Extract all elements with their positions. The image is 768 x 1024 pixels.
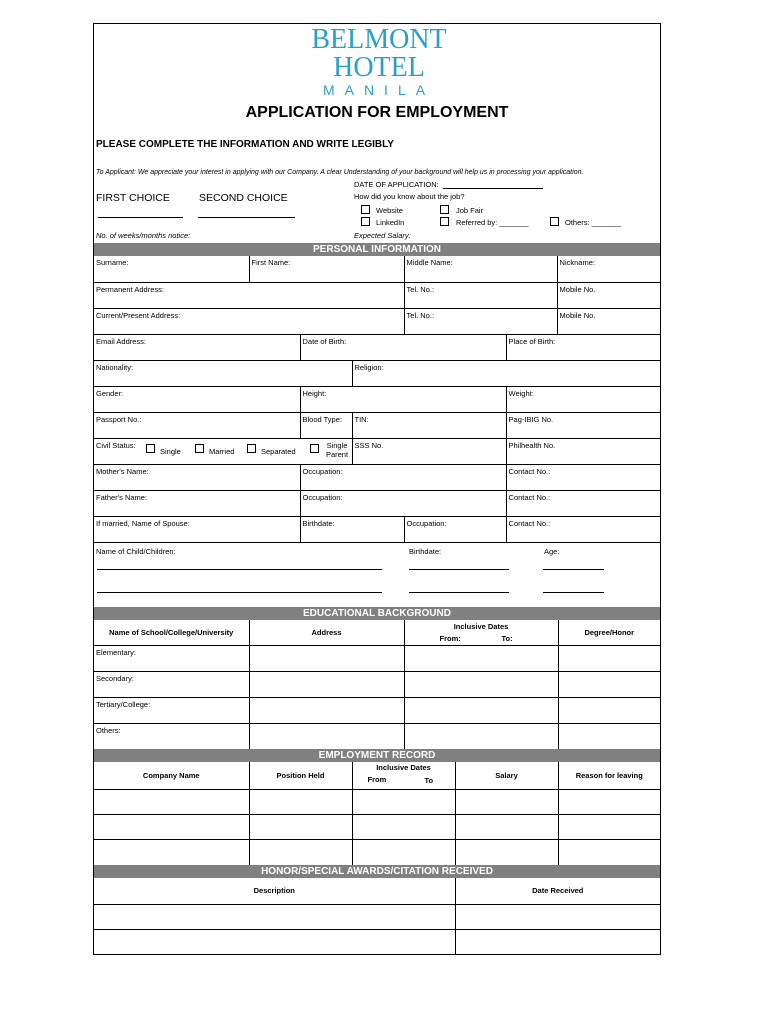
applicant-note: To Applicant: We appreciate your interest in applying with our Company. A clear Understanding of your background will help us in processing your application. bbox=[96, 169, 584, 176]
child-birthdate-line-1[interactable] bbox=[409, 569, 509, 570]
place-of-birth-field[interactable]: Place of Birth: bbox=[506, 334, 660, 360]
others-label: Others: _______ bbox=[565, 218, 621, 227]
linkedin-label: LinkedIn bbox=[376, 218, 405, 227]
gender-field[interactable]: Gender: bbox=[94, 386, 300, 412]
child-age-line-1[interactable] bbox=[543, 569, 604, 570]
emp-cell[interactable] bbox=[94, 814, 249, 839]
referred-label: Referred by: _______ bbox=[456, 218, 529, 227]
honor-description-cell[interactable] bbox=[94, 904, 455, 929]
date-received-header: Date Received bbox=[455, 878, 660, 904]
single-parent-label: Single Parent bbox=[325, 440, 349, 459]
company-header: Company Name bbox=[94, 762, 249, 789]
logo-line-2: HOTEL bbox=[333, 52, 425, 83]
edu-degree-3[interactable] bbox=[558, 697, 660, 723]
employment-header: EMPLOYMENT RECORD bbox=[94, 749, 660, 762]
position-header: Position Held bbox=[249, 762, 352, 789]
spouse-name-field[interactable]: If married, Name of Spouse: bbox=[94, 516, 300, 542]
date-of-birth-field[interactable]: Date of Birth: bbox=[300, 334, 506, 360]
edu-to-label: To: bbox=[501, 634, 513, 643]
edu-dates-3[interactable] bbox=[404, 697, 558, 723]
form-title: APPLICATION FOR EMPLOYMENT bbox=[245, 104, 509, 121]
mother-occupation-field[interactable]: Occupation: bbox=[300, 464, 506, 490]
children-cell bbox=[94, 542, 660, 607]
edu-dates-2[interactable] bbox=[404, 671, 558, 697]
instruction: PLEASE COMPLETE THE INFORMATION AND WRITE LEGIBLY bbox=[96, 139, 394, 150]
edu-row-tertiary[interactable]: Tertiary/College: bbox=[94, 697, 249, 723]
employment-table bbox=[94, 762, 660, 866]
date-of-application-label: DATE OF APPLICATION: bbox=[354, 180, 439, 189]
edu-degree-4[interactable] bbox=[558, 723, 660, 749]
others-checkbox[interactable] bbox=[550, 217, 559, 226]
education-table bbox=[94, 620, 660, 750]
tin-field[interactable]: TIN: bbox=[352, 412, 506, 438]
religion-field[interactable]: Religion: bbox=[352, 360, 660, 386]
emp-cell[interactable] bbox=[352, 839, 455, 865]
emp-cell[interactable] bbox=[352, 789, 455, 814]
pagibig-field[interactable]: Pag-IBIG No. bbox=[506, 412, 660, 438]
reason-header: Reason for leaving bbox=[558, 762, 660, 789]
honor-description-cell[interactable] bbox=[94, 929, 455, 954]
nickname-field[interactable]: Nickname: bbox=[557, 256, 660, 282]
emp-dates-header bbox=[352, 762, 455, 789]
referred-checkbox[interactable] bbox=[440, 217, 449, 226]
father-contact-field[interactable]: Contact No.: bbox=[506, 490, 660, 516]
salary-header: Salary bbox=[455, 762, 558, 789]
separated-checkbox[interactable] bbox=[247, 444, 256, 453]
expected-salary-label: Expected Salary: bbox=[354, 231, 411, 240]
second-choice-line[interactable] bbox=[198, 217, 295, 218]
logo-line-1: BELMONT bbox=[311, 24, 447, 55]
civil-status-cell bbox=[94, 438, 352, 464]
permanent-address-field[interactable]: Permanent Address: bbox=[94, 282, 404, 308]
surname-field[interactable]: Surname: bbox=[94, 256, 249, 282]
mobile-no-field-1[interactable]: Mobile No. bbox=[557, 282, 660, 308]
edu-from-label: From: bbox=[439, 634, 461, 643]
job-fair-checkbox[interactable] bbox=[440, 205, 449, 214]
emp-cell[interactable] bbox=[94, 789, 249, 814]
children-label: Name of Child/Children: bbox=[96, 546, 176, 556]
child-birthdate-label: Birthdate: bbox=[409, 546, 442, 556]
hotel-logo bbox=[284, 26, 474, 98]
edu-dates-4[interactable] bbox=[404, 723, 558, 749]
email-field[interactable]: Email Address: bbox=[94, 334, 300, 360]
emp-cell[interactable] bbox=[455, 814, 558, 839]
philhealth-field[interactable]: Philhealth No. bbox=[506, 438, 660, 464]
father-name-field[interactable]: Father's Name: bbox=[94, 490, 300, 516]
emp-cell[interactable] bbox=[249, 814, 352, 839]
address-header: Address bbox=[249, 620, 404, 645]
child-name-line-1[interactable] bbox=[97, 569, 382, 570]
sss-field[interactable]: SSS No. bbox=[352, 438, 506, 464]
mobile-no-field-2[interactable]: Mobile No. bbox=[557, 308, 660, 334]
single-label: Single bbox=[160, 446, 181, 456]
personal-info-table bbox=[94, 256, 660, 608]
tel-no-field-1[interactable]: Tel. No.: bbox=[404, 282, 557, 308]
school-header: Name of School/College/University bbox=[94, 620, 249, 645]
emp-from-label: From bbox=[367, 775, 387, 784]
honor-date-cell[interactable] bbox=[455, 904, 660, 929]
edu-row-others[interactable]: Others: bbox=[94, 723, 249, 749]
current-address-field[interactable]: Current/Present Address: bbox=[94, 308, 404, 334]
child-age-line-2[interactable] bbox=[543, 592, 604, 593]
child-birthdate-line-2[interactable] bbox=[409, 592, 509, 593]
weight-field[interactable]: Weight: bbox=[506, 386, 660, 412]
edu-dates-header bbox=[404, 620, 558, 645]
emp-dates-label: Inclusive Dates bbox=[376, 763, 431, 772]
edu-row-elementary[interactable]: Elementary: bbox=[94, 645, 249, 671]
emp-cell[interactable] bbox=[455, 839, 558, 865]
date-of-application-line[interactable] bbox=[443, 188, 543, 189]
passport-field[interactable]: Passport No.: bbox=[94, 412, 300, 438]
education-header: EDUCATIONAL BACKGROUND bbox=[94, 607, 660, 620]
description-header: Description bbox=[94, 878, 455, 904]
degree-header: Degree/Honor bbox=[558, 620, 660, 645]
height-field[interactable]: Height: bbox=[300, 386, 506, 412]
edu-address-2[interactable] bbox=[249, 671, 404, 697]
edu-address-1[interactable] bbox=[249, 645, 404, 671]
job-fair-label: Job Fair bbox=[456, 206, 484, 215]
emp-to-label: To bbox=[424, 776, 434, 785]
honors-header: HONOR/SPECIAL AWARDS/CITATION RECEIVED bbox=[94, 865, 660, 878]
edu-degree-2[interactable] bbox=[558, 671, 660, 697]
emp-cell[interactable] bbox=[558, 839, 660, 865]
married-checkbox[interactable] bbox=[195, 444, 204, 453]
civil-status-label: Civil Status: bbox=[96, 440, 136, 450]
second-choice-label: SECOND CHOICE bbox=[199, 192, 288, 204]
edu-degree-1[interactable] bbox=[558, 645, 660, 671]
blood-type-field[interactable]: Blood Type: bbox=[300, 412, 352, 438]
emp-cell[interactable] bbox=[249, 839, 352, 865]
father-occupation-field[interactable]: Occupation: bbox=[300, 490, 506, 516]
edu-dates-1[interactable] bbox=[404, 645, 558, 671]
nationality-field[interactable]: Nationality: bbox=[94, 360, 352, 386]
application-form bbox=[93, 23, 661, 955]
married-label: Married bbox=[209, 446, 235, 456]
edu-row-secondary[interactable]: Secondary: bbox=[94, 671, 249, 697]
edu-address-4[interactable] bbox=[249, 723, 404, 749]
single-checkbox[interactable] bbox=[146, 444, 155, 453]
mother-contact-field[interactable]: Contact No.: bbox=[506, 464, 660, 490]
honors-table bbox=[94, 878, 660, 954]
emp-cell[interactable] bbox=[249, 789, 352, 814]
separated-label: Separated bbox=[261, 446, 296, 456]
single-parent-checkbox[interactable] bbox=[310, 444, 319, 453]
honor-date-cell[interactable] bbox=[455, 929, 660, 954]
first-name-field[interactable]: First Name: bbox=[249, 256, 404, 282]
emp-cell[interactable] bbox=[558, 789, 660, 814]
website-checkbox[interactable] bbox=[361, 205, 370, 214]
website-label: Website bbox=[376, 206, 403, 215]
notice-label: No. of weeks/months notice: bbox=[96, 231, 191, 240]
child-name-line-2[interactable] bbox=[97, 592, 382, 593]
spouse-contact-field[interactable]: Contact No.: bbox=[506, 516, 660, 542]
logo-line-3: MANILA bbox=[322, 82, 436, 98]
edu-address-3[interactable] bbox=[249, 697, 404, 723]
how-know-label: How did you know about the job? bbox=[354, 192, 465, 201]
emp-cell[interactable] bbox=[455, 789, 558, 814]
emp-cell[interactable] bbox=[558, 814, 660, 839]
spouse-birthdate-field[interactable]: Birthdate: bbox=[300, 516, 404, 542]
tel-no-field-2[interactable]: Tel. No.: bbox=[404, 308, 557, 334]
emp-cell[interactable] bbox=[352, 814, 455, 839]
middle-name-field[interactable]: Middle Name: bbox=[404, 256, 557, 282]
emp-cell[interactable] bbox=[94, 839, 249, 865]
first-choice-label: FIRST CHOICE bbox=[96, 192, 170, 204]
mother-name-field[interactable]: Mother's Name: bbox=[94, 464, 300, 490]
first-choice-line[interactable] bbox=[98, 217, 183, 218]
edu-dates-label: Inclusive Dates bbox=[453, 622, 509, 631]
child-age-label: Age: bbox=[544, 546, 560, 556]
linkedin-checkbox[interactable] bbox=[361, 217, 370, 226]
spouse-occupation-field[interactable]: Occupation: bbox=[404, 516, 506, 542]
personal-info-header: PERSONAL INFORMATION bbox=[94, 243, 660, 256]
